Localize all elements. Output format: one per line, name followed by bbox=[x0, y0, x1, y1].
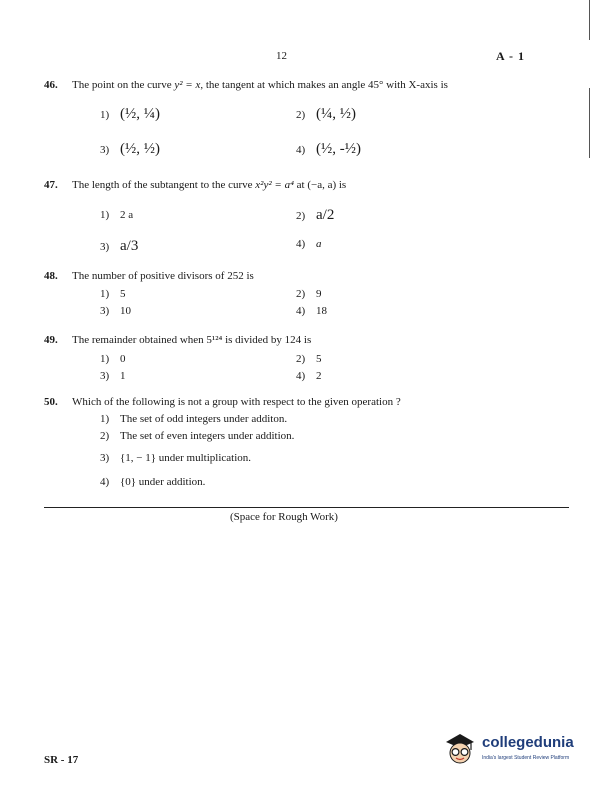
question-text-end: at (−a, a) is bbox=[293, 179, 347, 191]
question-number: 48. bbox=[44, 270, 58, 282]
option-46-3: 3) (½, ½) bbox=[100, 141, 160, 157]
question-50 bbox=[44, 396, 401, 408]
option-47-3: 3) a/3 bbox=[100, 238, 139, 254]
rough-work-divider bbox=[44, 507, 569, 508]
option-46-4: 4) (½, -½) bbox=[296, 141, 361, 157]
option-49-3: 3) 1 bbox=[100, 370, 126, 382]
scan-edge-mark bbox=[589, 88, 590, 158]
option-49-2: 2) 5 bbox=[296, 353, 322, 365]
question-49 bbox=[44, 334, 311, 346]
option-46-2: 2) (¼, ½) bbox=[296, 106, 356, 122]
question-text-end: is divided by 124 is bbox=[222, 334, 312, 346]
option-48-4: 4) 18 bbox=[296, 305, 327, 317]
question-47 bbox=[44, 179, 346, 191]
paper-code: A - 1 bbox=[496, 49, 525, 63]
logo-tagline: India's largest Student Review Platform bbox=[482, 755, 570, 761]
option-47-1: 1) 2 a bbox=[100, 209, 134, 221]
question-text-start: The length of the subtangent to the curve bbox=[72, 179, 256, 191]
question-text-start: The point on the curve bbox=[72, 79, 175, 91]
rough-work-label: (Space for Rough Work) bbox=[230, 511, 338, 523]
footer-code: SR - 17 bbox=[44, 754, 79, 766]
question-number: 47. bbox=[44, 179, 58, 191]
question-46 bbox=[44, 79, 448, 91]
option-48-1: 1) 5 bbox=[100, 288, 126, 300]
question-text-end: , the tangent at which makes an angle 45° with X-axis is bbox=[200, 79, 448, 91]
option-50-1: 1) The set of odd integers under additon. bbox=[100, 413, 288, 425]
option-46-1: 1) (½, ¼) bbox=[100, 106, 160, 122]
question-math: y² = x bbox=[174, 79, 201, 91]
option-50-4: 4) {0} under addition. bbox=[100, 476, 206, 488]
scan-edge-mark bbox=[589, 0, 590, 40]
option-48-3: 3) 10 bbox=[100, 305, 131, 317]
collegedunia-logo bbox=[442, 724, 592, 774]
question-number: 50. bbox=[44, 396, 58, 408]
option-49-1: 1) 0 bbox=[100, 353, 126, 365]
question-number: 46. bbox=[44, 79, 58, 91]
question-text: The number of positive divisors of 252 is bbox=[72, 270, 254, 282]
question-math: 5¹²⁴ bbox=[206, 334, 223, 346]
logo-name: collegedunia bbox=[482, 734, 574, 751]
option-47-2: 2) a/2 bbox=[296, 207, 335, 223]
mascot-icon bbox=[442, 728, 478, 768]
page-number: 12 bbox=[276, 50, 287, 62]
question-48 bbox=[44, 270, 254, 282]
option-50-2: 2) The set of even integers under addition. bbox=[100, 430, 295, 442]
question-number: 49. bbox=[44, 334, 58, 346]
question-text: Which of the following is not a group with respect to the given operation ? bbox=[72, 396, 401, 408]
question-text-start: The remainder obtained when bbox=[72, 334, 207, 346]
question-math: x²y² = a⁴ bbox=[255, 179, 294, 191]
option-47-4: 4) a bbox=[296, 238, 322, 250]
option-49-4: 4) 2 bbox=[296, 370, 322, 382]
option-50-3: 3) {1, − 1} under multiplication. bbox=[100, 452, 252, 464]
option-48-2: 2) 9 bbox=[296, 288, 322, 300]
